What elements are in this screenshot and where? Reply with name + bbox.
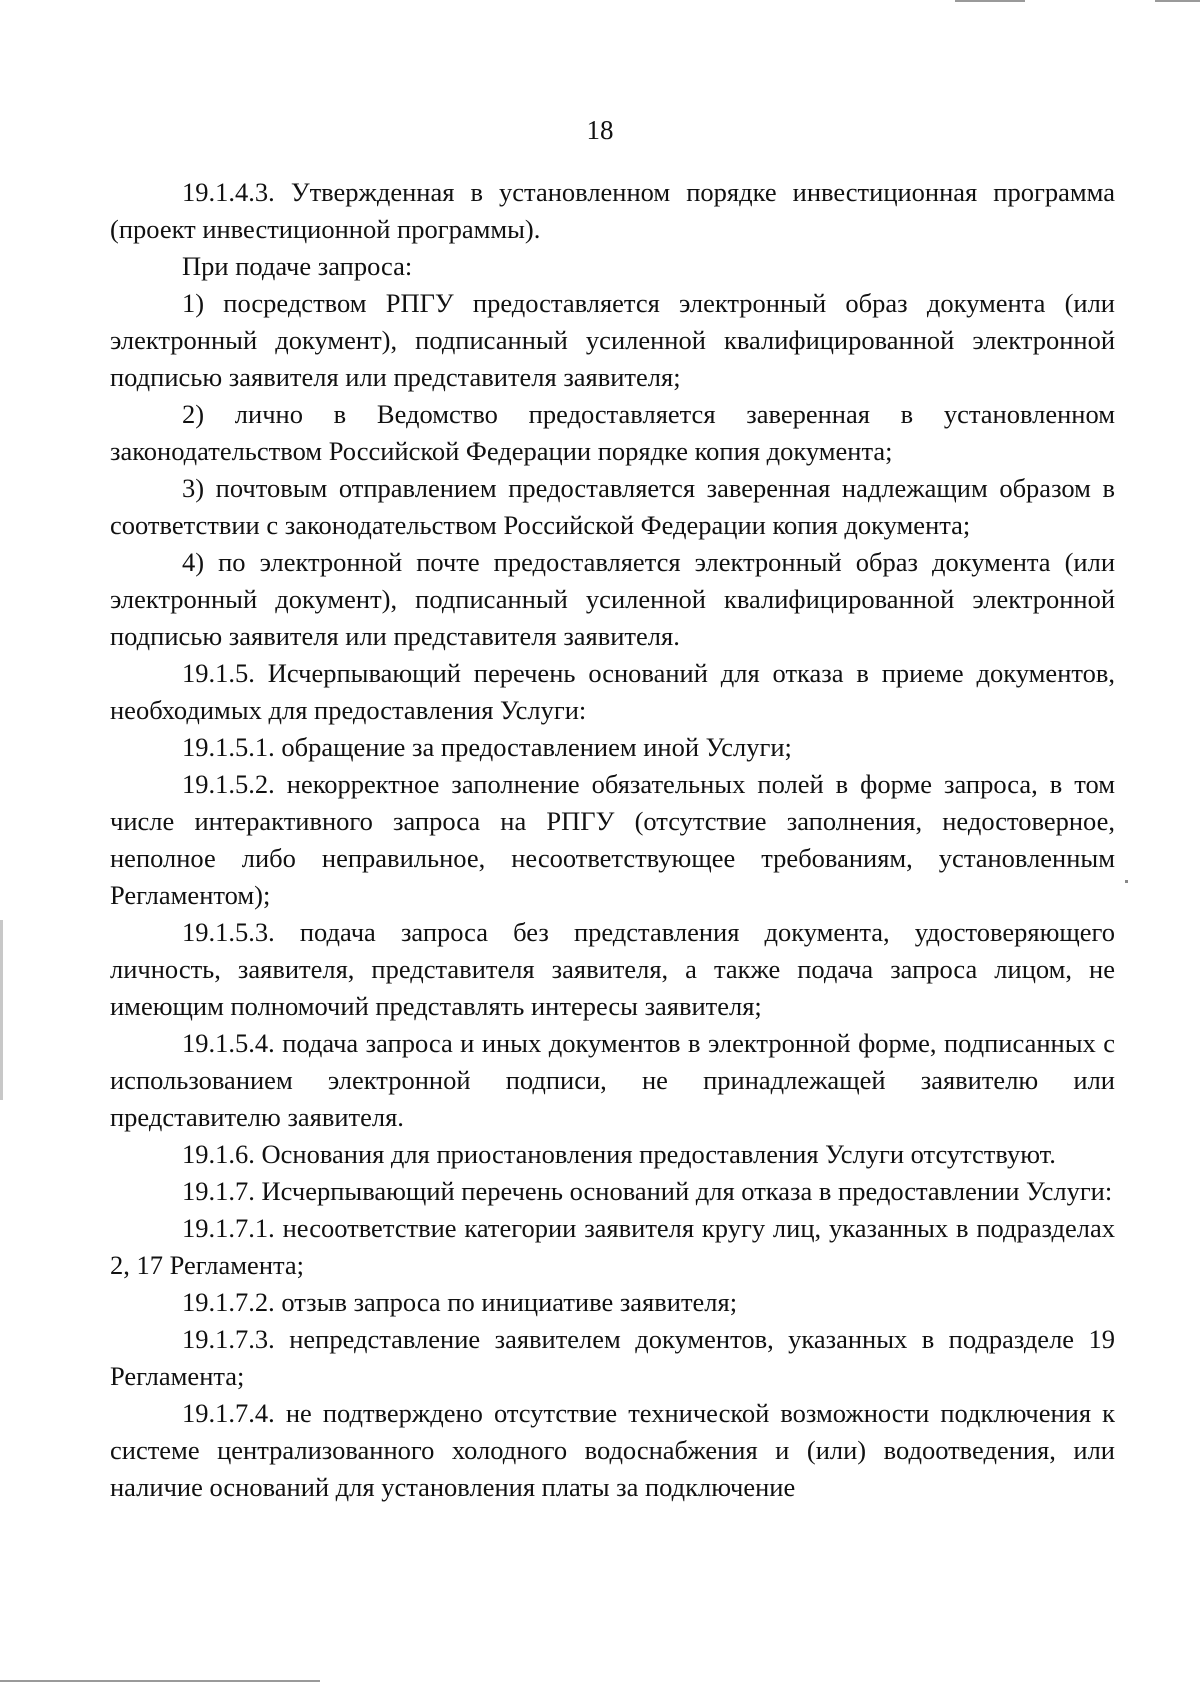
paragraph-19-1-7-3: 19.1.7.3. непредставление заявителем документов, указанных в подразделе 19 Регламента; xyxy=(110,1324,1115,1391)
paragraph-item-4: 4) по электронной почте предоставляется электронный образ документа (или электронный документ), подписанный усиленной квалифицированной электронной подписью заявителя или представителя заявителя. xyxy=(110,547,1115,651)
paragraph-19-1-5-4: 19.1.5.4. подача запроса и иных документов в электронной форме, подписанных с использованием электронной подписи, не принадлежащей заявителю или представителю заявителя. xyxy=(110,1028,1115,1132)
paragraph-19-1-5-2: 19.1.5.2. некорректное заполнение обязательных полей в форме запроса, в том числе интерактивного запроса на РПГУ (отсутствие заполнения, недостоверное, неполное либо неправильное, несоответствующее требованиям, установленным Регламентом); xyxy=(110,769,1115,910)
page-number: 18 xyxy=(586,115,614,145)
paragraph-item-1: 1) посредством РПГУ предоставляется электронный образ документа (или электронный документ), подписанный усиленной квалифицированной электронной подписью заявителя или представителя заявителя; xyxy=(110,288,1115,392)
scan-edge-line xyxy=(1155,0,1200,2)
scan-speck xyxy=(1125,880,1128,883)
paragraph-19-1-7-2: 19.1.7.2. отзыв запроса по инициативе заявителя; xyxy=(182,1287,738,1317)
paragraph-19-1-6: 19.1.6. Основания для приостановления предоставления Услуги отсутствуют. xyxy=(182,1139,1056,1169)
scan-edge-line xyxy=(955,0,1025,2)
paragraph-19-1-7-1: 19.1.7.1. несоответствие категории заявителя кругу лиц, указанных в подразделах 2, 17 Регламента; xyxy=(110,1213,1115,1280)
scan-margin-mark xyxy=(0,920,3,1100)
paragraph-submission-intro: При подаче запроса: xyxy=(182,251,413,281)
paragraph-19-1-5-3: 19.1.5.3. подача запроса без представления документа, удостоверяющего личность, заявителя, представителя заявителя, а также подача запроса лицом, не имеющим полномочий представлять интересы заявителя; xyxy=(110,917,1115,1021)
paragraph-item-3: 3) почтовым отправлением предоставляется заверенная надлежащим образом в соответствии с законодательством Российской Федерации копия документа; xyxy=(110,473,1115,540)
paragraph-19-1-5-1: 19.1.5.1. обращение за предоставлением иной Услуги; xyxy=(182,732,792,762)
document-body xyxy=(110,174,1115,1506)
paragraph-19-1-7-4: 19.1.7.4. не подтверждено отсутствие технической возможности подключения к системе централизованного холодного водоснабжения и (или) водоотведения, или наличие оснований для установления платы за подключение xyxy=(110,1398,1115,1502)
paragraph-19-1-4-3: 19.1.4.3. Утвержденная в установленном порядке инвестиционная программа (проект инвестиционной программы). xyxy=(110,177,1115,244)
scan-edge-line xyxy=(0,1680,320,1682)
paragraph-item-2: 2) лично в Ведомство предоставляется заверенная в установленном законодательством Российской Федерации порядке копия документа; xyxy=(110,399,1115,466)
paragraph-19-1-7: 19.1.7. Исчерпывающий перечень оснований для отказа в предоставлении Услуги: xyxy=(182,1176,1113,1206)
paragraph-19-1-5: 19.1.5. Исчерпывающий перечень оснований для отказа в приеме документов, необходимых для предоставления Услуги: xyxy=(110,658,1115,725)
